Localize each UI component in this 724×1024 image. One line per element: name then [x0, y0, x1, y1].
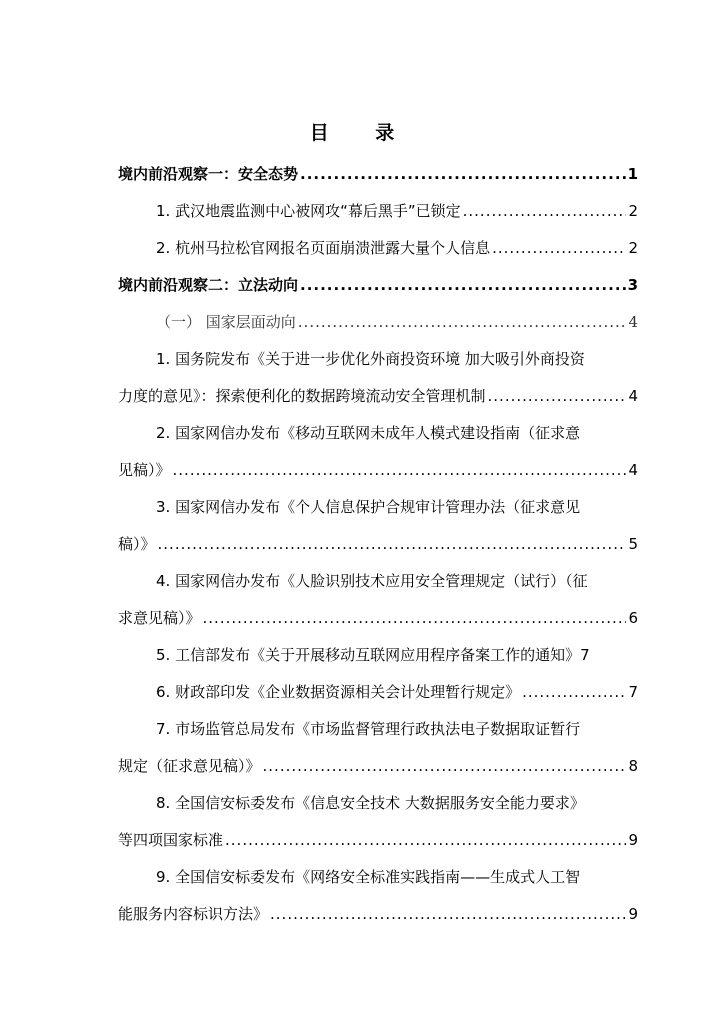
- toc-entry-text: 6. 财政部印发《企业数据资源相关会计处理暂行规定》: [156, 683, 521, 701]
- toc-page-number: 2: [628, 239, 638, 257]
- toc-entry-2-9-line1[interactable]: 9. 全国信安标委发布《网络安全标准实践指南——生成式人工智: [156, 868, 581, 886]
- toc-entry-2-3-line1[interactable]: 3. 国家网信办发布《个人信息保护合规审计管理办法（征求意见: [156, 498, 581, 516]
- toc-entry-text: 等四项国家标准: [118, 831, 224, 849]
- toc-leader: [463, 193, 627, 230]
- toc-page-number: 8: [628, 757, 638, 775]
- toc-entry-2-8-line2[interactable]: [118, 822, 638, 859]
- toc-entry-1-1[interactable]: [118, 193, 638, 230]
- toc-entry-2-8-line1[interactable]: 8. 全国信安标委发布《信息安全技术 大数据服务安全能力要求》: [156, 794, 585, 812]
- toc-leader: [203, 600, 627, 637]
- toc-entry-text: 力度的意见》：探索便利化的数据跨境流动安全管理机制: [118, 387, 486, 405]
- toc-entry-2-4-line1[interactable]: 4. 国家网信办发布《人脸识别技术应用安全管理规定（试行）（征: [156, 572, 588, 590]
- toc-leader: [270, 896, 626, 933]
- toc-entry-text: 1. 武汉地震监测中心被网攻“幕后黑手”已锁定: [156, 202, 461, 220]
- toc-entry-2-2-line1[interactable]: 2. 国家网信办发布《移动互联网未成年人模式建设指南（征求意: [156, 424, 581, 442]
- toc-entry-subsection-1[interactable]: [118, 304, 638, 341]
- toc-page-number: 7: [628, 683, 638, 701]
- toc-page-number: 3: [627, 276, 638, 294]
- toc-leader: [522, 674, 626, 711]
- toc-leader: [263, 748, 627, 785]
- toc-entry-2-3-line2[interactable]: [118, 526, 638, 563]
- toc-leader: [158, 526, 627, 563]
- toc-leader: [488, 378, 627, 415]
- toc-entry-2-7-line2[interactable]: [118, 748, 638, 785]
- toc-page-number: 2: [628, 202, 638, 220]
- toc-entry-text: 境内前沿观察一：安全态势: [118, 165, 299, 183]
- toc-leader: [300, 156, 626, 193]
- toc-title: 目 录: [309, 122, 415, 144]
- toc-leader: [300, 267, 626, 304]
- toc-entry-text: 2. 杭州马拉松官网报名页面崩溃泄露大量个人信息: [156, 239, 491, 257]
- toc-page-number: 4: [628, 313, 638, 331]
- toc-leader: [298, 304, 627, 341]
- toc-entry-text: 境内前沿观察二：立法动向: [118, 276, 299, 294]
- toc-entry-text: （一） 国家层面动向: [156, 313, 296, 331]
- toc-entry-text: 稿）》: [118, 535, 156, 553]
- toc-entry-2-6[interactable]: [118, 674, 638, 711]
- toc-entry-2-1-line2[interactable]: [118, 378, 638, 415]
- toc-entry-section-2[interactable]: [118, 267, 638, 304]
- toc-entry-text: 求意见稿）》: [118, 609, 201, 627]
- table-of-contents: [118, 156, 638, 933]
- toc-page-number: 9: [628, 905, 638, 923]
- toc-entry-text: 5. 工信部发布《关于开展移动互联网应用程序备案工作的通知》: [156, 646, 581, 664]
- toc-page-number: 4: [628, 387, 638, 405]
- toc-page-number: 6: [628, 609, 638, 627]
- toc-entry-2-2-line2[interactable]: [118, 452, 638, 489]
- toc-page-number: 5: [628, 535, 638, 553]
- toc-entry-2-4-line2[interactable]: [118, 600, 638, 637]
- toc-entry-2-1-line1[interactable]: 1. 国务院发布《关于进一步优化外商投资环境 加大吸引外商投资: [156, 350, 585, 368]
- toc-entry-2-5[interactable]: [118, 637, 638, 674]
- toc-page-number: 9: [628, 831, 638, 849]
- toc-entry-text: 能服务内容标识方法》: [118, 905, 269, 923]
- toc-page-number: 4: [628, 461, 638, 479]
- toc-page-number: 7: [580, 646, 590, 664]
- toc-entry-1-2[interactable]: [118, 230, 638, 267]
- toc-entry-text: 规定（征求意见稿）》: [118, 757, 261, 775]
- toc-leader: [225, 822, 626, 859]
- toc-leader: [492, 230, 626, 267]
- toc-entry-2-7-line1[interactable]: 7. 市场监管总局发布《市场监督管理行政执法电子数据取证暂行: [156, 720, 581, 738]
- toc-page-number: 1: [627, 165, 638, 183]
- toc-entry-section-1[interactable]: [118, 156, 638, 193]
- toc-leader: [173, 452, 627, 489]
- toc-entry-text: 见稿）》: [118, 461, 171, 479]
- toc-entry-2-9-line2[interactable]: [118, 896, 638, 933]
